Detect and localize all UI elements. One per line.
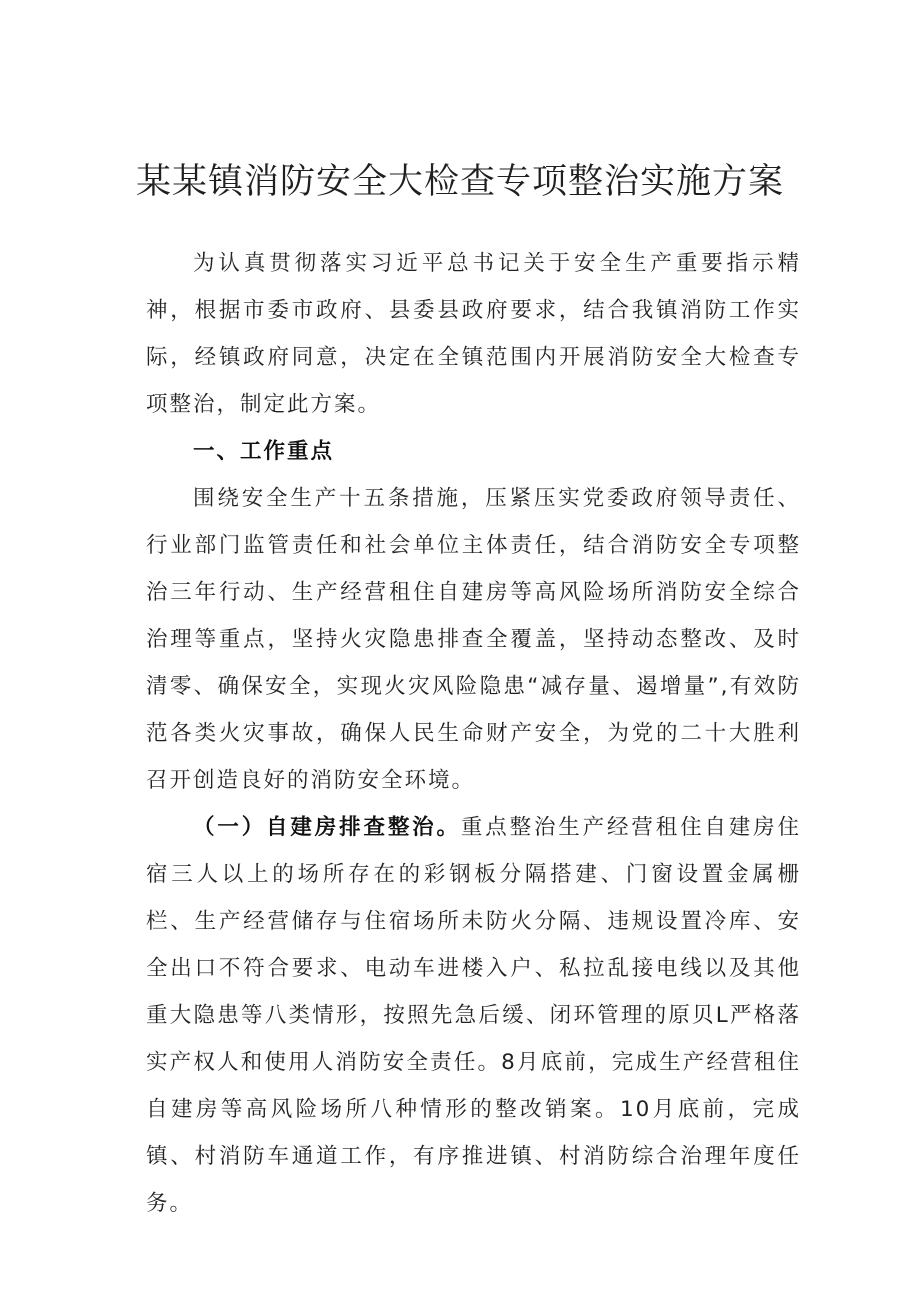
self-built-housing-paragraph [146, 804, 801, 1227]
section-heading-work-focus: 一、工作重点 [193, 439, 335, 464]
item-body-text: 重点整治生产经营租住自建房住宿三人以上的场所存在的彩钢板分隔搭建、门窗设置金属栅栏、生产经营储存与住宿场所未防火分隔、违规设置冷库、安全出口不符合要求、电动车进楼入户、私拉乱接电线以及其他重大隐患等八类情形，按照先急后缓、闭环管理的原贝L严格落实产权人和使用人消防安全责任。8月底前，完成生产经营租住自建房等高风险场所八种情形的整改销案。10月底前，完成镇、村消防车通道工作，有序推进镇、村消防综合治理年度任务。 [146, 815, 801, 1216]
intro-paragraph: 为认真贯彻落实习近平总书记关于安全生产重要指示精神，根据市委市政府、县委县政府要求，结合我镇消防工作实际，经镇政府同意，决定在全镇范围内开展消防安全大检查专项整治，制定此方案。 [146, 251, 801, 417]
document-body [146, 240, 801, 1227]
work-focus-paragraph: 围绕安全生产十五条措施，压紧压实党委政府领导责任、行业部门监管责任和社会单位主体责任，结合消防安全专项整治三年行动、生产经营租住自建房等高风险场所消防安全综合治理等重点，坚持火灾隐患排查全覆盖，坚持动态整改、及时清零、确保安全，实现火灾风险隐患“减存量、遏增量”,有效防范各类火灾事故，确保人民生命财产安全，为党的二十大胜利召开创造良好的消防安全环境。 [146, 486, 801, 793]
item-lead-heading: （一）自建房排查整治。 [193, 815, 461, 840]
document-title: 某某镇消防安全大检查专项整治实施方案 [135, 162, 784, 202]
